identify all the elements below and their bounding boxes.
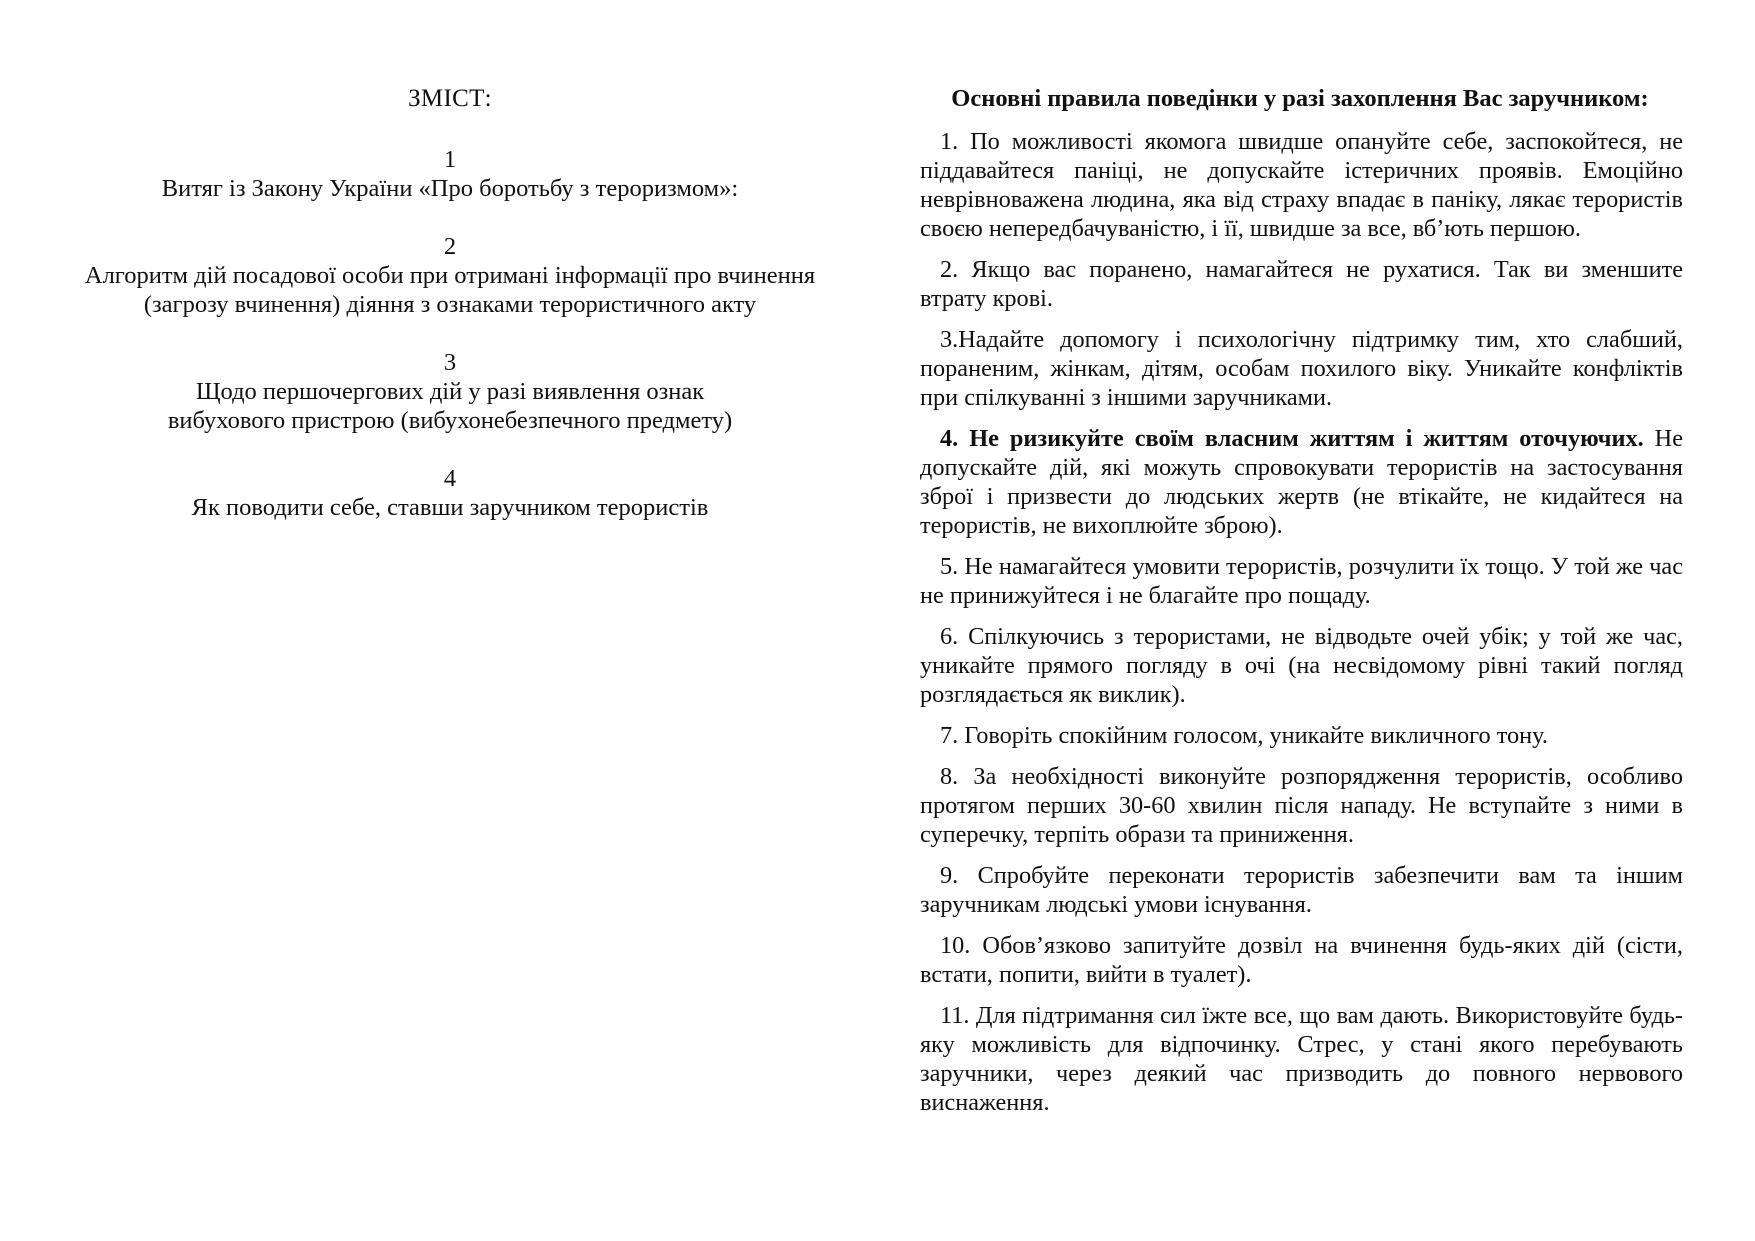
toc-item-title: (загрозу вчинення) діяння з ознаками терористичного акту [143,291,757,318]
rule-item [920,861,1683,919]
toc-item-title: Витяг із Закону України «Про боротьбу з тероризмом»: [161,175,739,202]
rule-text: Не допускайте дій, які можуть спровокувати терористів на застосування зброї і призвести до людських жертв (не втікайте, не кидайтеся на терористів, не вихоплюйте зброю). [920,425,1684,539]
rule-text: 5. Не намагайтеся умовити терористів, розчулити їх тощо. У той же час не принижуйтеся і не благайте про пощаду. [920,553,1683,609]
toc-list [0,145,900,551]
rules-heading: Основні правила поведінки у разі захоплення Вас заручником: [951,85,1649,112]
rule-item [920,622,1683,709]
rule-text: 3.Надайте допомогу і психологічну підтримку тим, хто слабший, пораненим, жінкам, дітям, особам похилого віку. Уникайте конфліктів при спілкуванні з іншими заручниками. [920,326,1683,411]
left-page [0,0,877,1241]
toc-item-title: Щодо першочергових дій у разі виявлення ознак [195,378,705,405]
rule-item [920,325,1683,412]
rule-item [920,127,1683,243]
rule-text: 1. По можливості якомога швидше опануйте себе, заспокойтеся, не піддавайтеся паніці, не допускайте істеричних проявів. Емоційно неврівноважена людина, яка від страху впадає в паніку, лякає терористів своєю непередбачуваністю, і її, швидше за все, вб’ють першою. [920,128,1683,242]
rule-text: 10. Обов’язково запитуйте дозвіл на вчинення будь-яких дій (сісти, встати, попити, вийти в туалет). [920,932,1683,988]
toc-item [0,464,900,522]
toc-item-number: 4 [443,465,457,492]
toc-item-title: Алгоритм дій посадової особи при отримані інформації про вчинення [84,262,816,289]
rule-item [920,552,1683,610]
rule-emphasis: 4. Не ризикуйте своїм власним життям і життям оточуючих. [940,425,1644,452]
toc-item [0,145,900,203]
rules-list [920,127,1683,1129]
rule-item [920,1001,1683,1117]
rule-item [920,931,1683,989]
toc-item-title: вибухового пристрою (вибухонебезпечного предмету) [167,407,733,434]
toc-item-number: 1 [443,146,457,173]
toc-item [0,348,900,435]
toc-item-number: 2 [443,233,457,260]
toc-heading: ЗМІСТ: [408,85,492,112]
toc-item-title: Як поводити себе, ставши заручником терористів [191,494,709,521]
rule-text: 7. Говоріть спокійним голосом, уникайте викличного тону. [940,722,1548,749]
rule-text: 11. Для підтримання сил їжте все, що вам дають. Використовуйте будь-яку можливість для відпочинку. Стрес, у стані якого перебувають заручники, через деякий час призводить до повного нервового виснаження. [920,1002,1683,1116]
rule-item [920,721,1683,750]
rule-text: 8. За необхідності виконуйте розпорядження терористів, особливо протягом перших 30-60 хвилин після нападу. Не вступайте з ними в суперечку, терпіть образи та приниження. [920,763,1683,848]
rule-item [920,762,1683,849]
rule-item [920,255,1683,313]
rule-text: 9. Спробуйте переконати терористів забезпечити вам та іншим заручникам людські умови існування. [920,862,1683,918]
toc-item-number: 3 [443,349,457,376]
rule-text: 6. Спілкуючись з терористами, не відводьте очей убік; у той же час, уникайте прямого погляду в очі (на несвідомому рівні такий погляд розглядається як виклик). [920,623,1683,708]
rule-item [920,424,1683,540]
toc-item [0,232,900,319]
rule-text: 2. Якщо вас поранено, намагайтеся не рухатися. Так ви зменшите втрату крові. [920,256,1683,312]
